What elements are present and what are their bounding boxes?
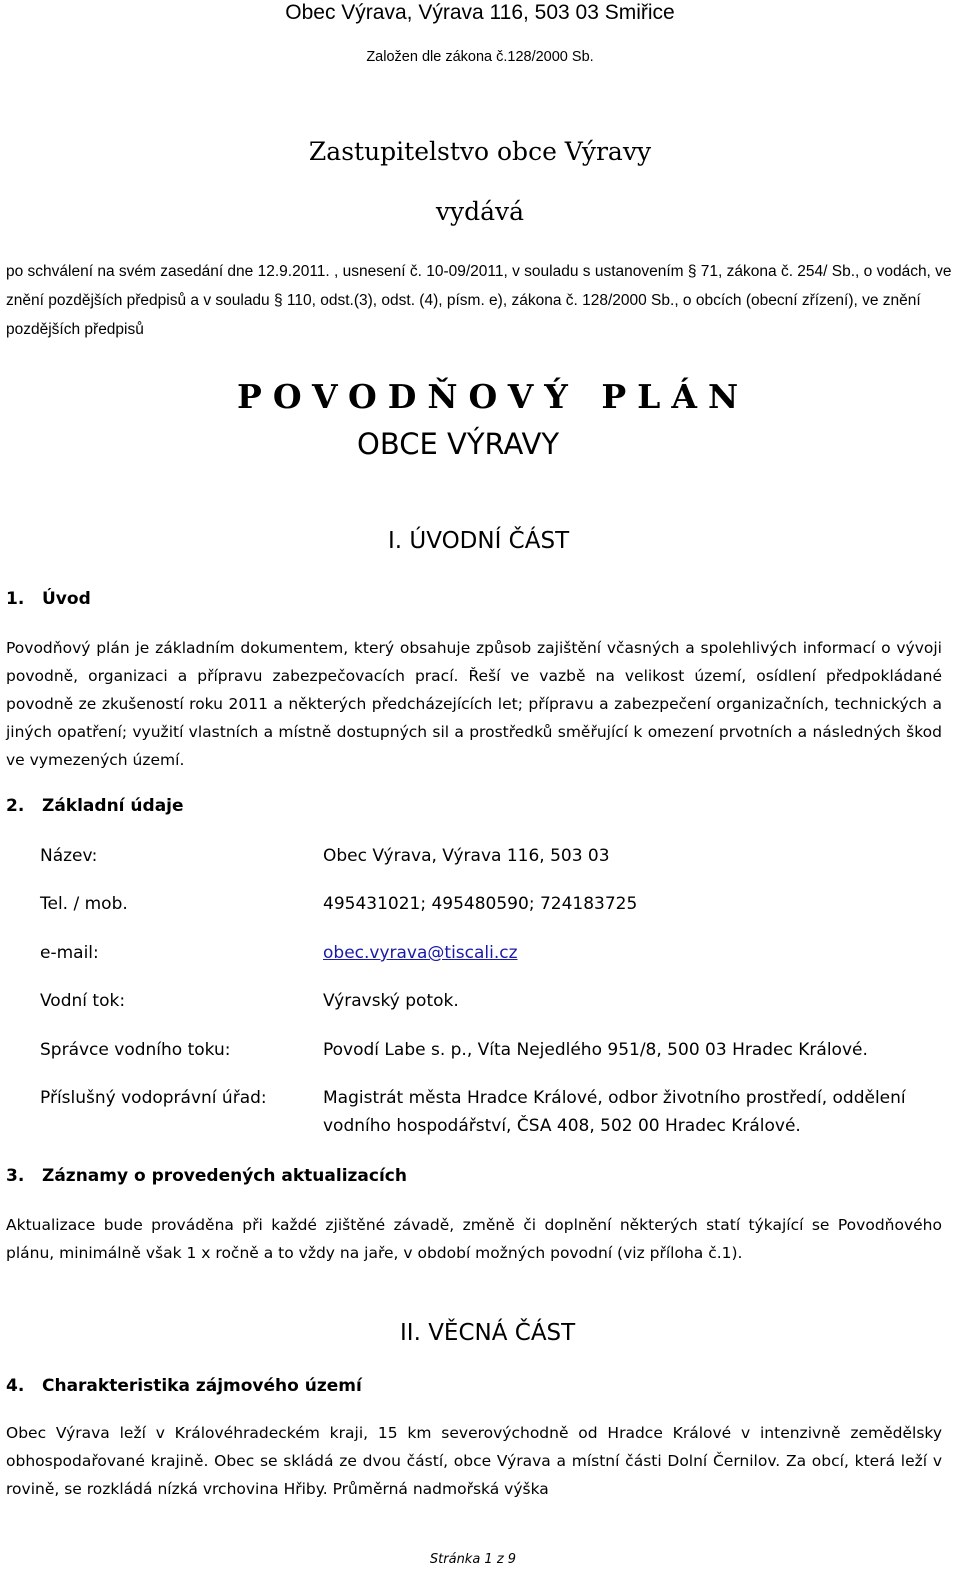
info-label: Vodní tok: xyxy=(40,991,126,1011)
section-title: Záznamy o provedených aktualizacích xyxy=(42,1166,407,1186)
info-label: e-mail: xyxy=(40,943,99,963)
section-title: Základní údaje xyxy=(42,796,184,816)
section-number: 2. xyxy=(6,796,25,816)
section-1-text: Povodňový plán je základním dokumentem, který obsahuje způsob zajištění včasných a spolehlivých informací o vývoji povodně, organizaci a přípravu zabezpečovacích prací. Řeší ve vazbě na velikost území, osídlení předpokládané povodně ze zkušeností roku 2011 a některých předcházejících let; přípravu a zabezpečení organizačních, technických a jiných opatření; využití vlastních a místně dostupných sil a prostředků směřující k omezení prvotních a následných škod ve vymezených území. xyxy=(6,639,942,769)
plan-title: POVODŇOVÝ PLÁN xyxy=(237,377,750,416)
section-number: 3. xyxy=(6,1166,25,1186)
info-value: 495431021; 495480590; 724183725 xyxy=(323,894,638,914)
section-2-heading xyxy=(6,794,184,818)
info-value: Povodí Labe s. p., Víta Nejedlého 951/8, 500 03 Hradec Králové. xyxy=(323,1040,868,1060)
municipality-address: Obec Výrava, Výrava 116, 503 03 Smiřice xyxy=(285,1,675,24)
info-label: Příslušný vodoprávní úřad: xyxy=(40,1088,267,1108)
section-1-heading xyxy=(6,587,91,611)
info-value xyxy=(323,939,933,967)
section-3-heading xyxy=(6,1164,407,1188)
part-1-heading: I. ÚVODNÍ ČÁST xyxy=(388,528,570,554)
info-value: Obec Výrava, Výrava 116, 503 03 xyxy=(323,846,610,866)
section-title: Úvod xyxy=(42,589,91,609)
preamble-text: po schválení na svém zasedání dne 12.9.2011. , usnesení č. 10-09/2011, v souladu s ustanovením § 71, zákona č. 254/ Sb., o vodách, ve znění pozdějších předpisů a v souladu § 110, odst.(3), odst. (4), písm. e), zákona č. 128/2000 Sb., o obcích (obecní zřízení), ve znění pozdějších předpisů xyxy=(6,263,952,338)
legal-basis: Založen dle zákona č.128/2000 Sb. xyxy=(366,49,594,65)
section-4-text: Obec Výrava leží v Královéhradeckém kraji, 15 km severovýchodně od Hradce Králové v intenzivně zemědělsky obhospodařované krajině. Obec se skládá ze dvou částí, obce Výrava a místní části Dolní Černilov. Za obcí, která leží v rovině, se rozkládá nízká vrchovina Hřiby. Průměrná nadmořská výška xyxy=(6,1424,942,1498)
section-3-text: Aktualizace bude prováděna při každé zjištěné závadě, změně či doplnění některých statí týkající se Povodňového plánu, minimálně však 1 x ročně a to vždy na jaře, v období možných povodní (viz příloha č.1). xyxy=(6,1216,942,1262)
email-link[interactable]: obec.vyrava@tiscali.cz xyxy=(323,943,518,963)
section-4-heading xyxy=(6,1374,362,1398)
issues-heading: vydává xyxy=(435,197,525,226)
council-heading: Zastupitelstvo obce Výravy xyxy=(308,137,652,166)
info-value: Magistrát města Hradce Králové, odbor životního prostředí, oddělení vodního hospodářství, ČSA 408, 502 00 Hradec Králové. xyxy=(323,1088,906,1136)
info-label: Název: xyxy=(40,846,98,866)
section-number: 4. xyxy=(6,1376,25,1396)
info-label: Správce vodního toku: xyxy=(40,1040,231,1060)
section-number: 1. xyxy=(6,589,25,609)
page-number: Stránka 1 z 9 xyxy=(429,1552,517,1567)
info-label: Tel. / mob. xyxy=(40,894,128,914)
section-title: Charakteristika zájmového území xyxy=(42,1376,362,1396)
plan-subtitle: OBCE VÝRAVY xyxy=(357,427,560,461)
part-2-heading: II. VĚCNÁ ČÁST xyxy=(400,1320,576,1346)
info-value: Výravský potok. xyxy=(323,991,459,1011)
